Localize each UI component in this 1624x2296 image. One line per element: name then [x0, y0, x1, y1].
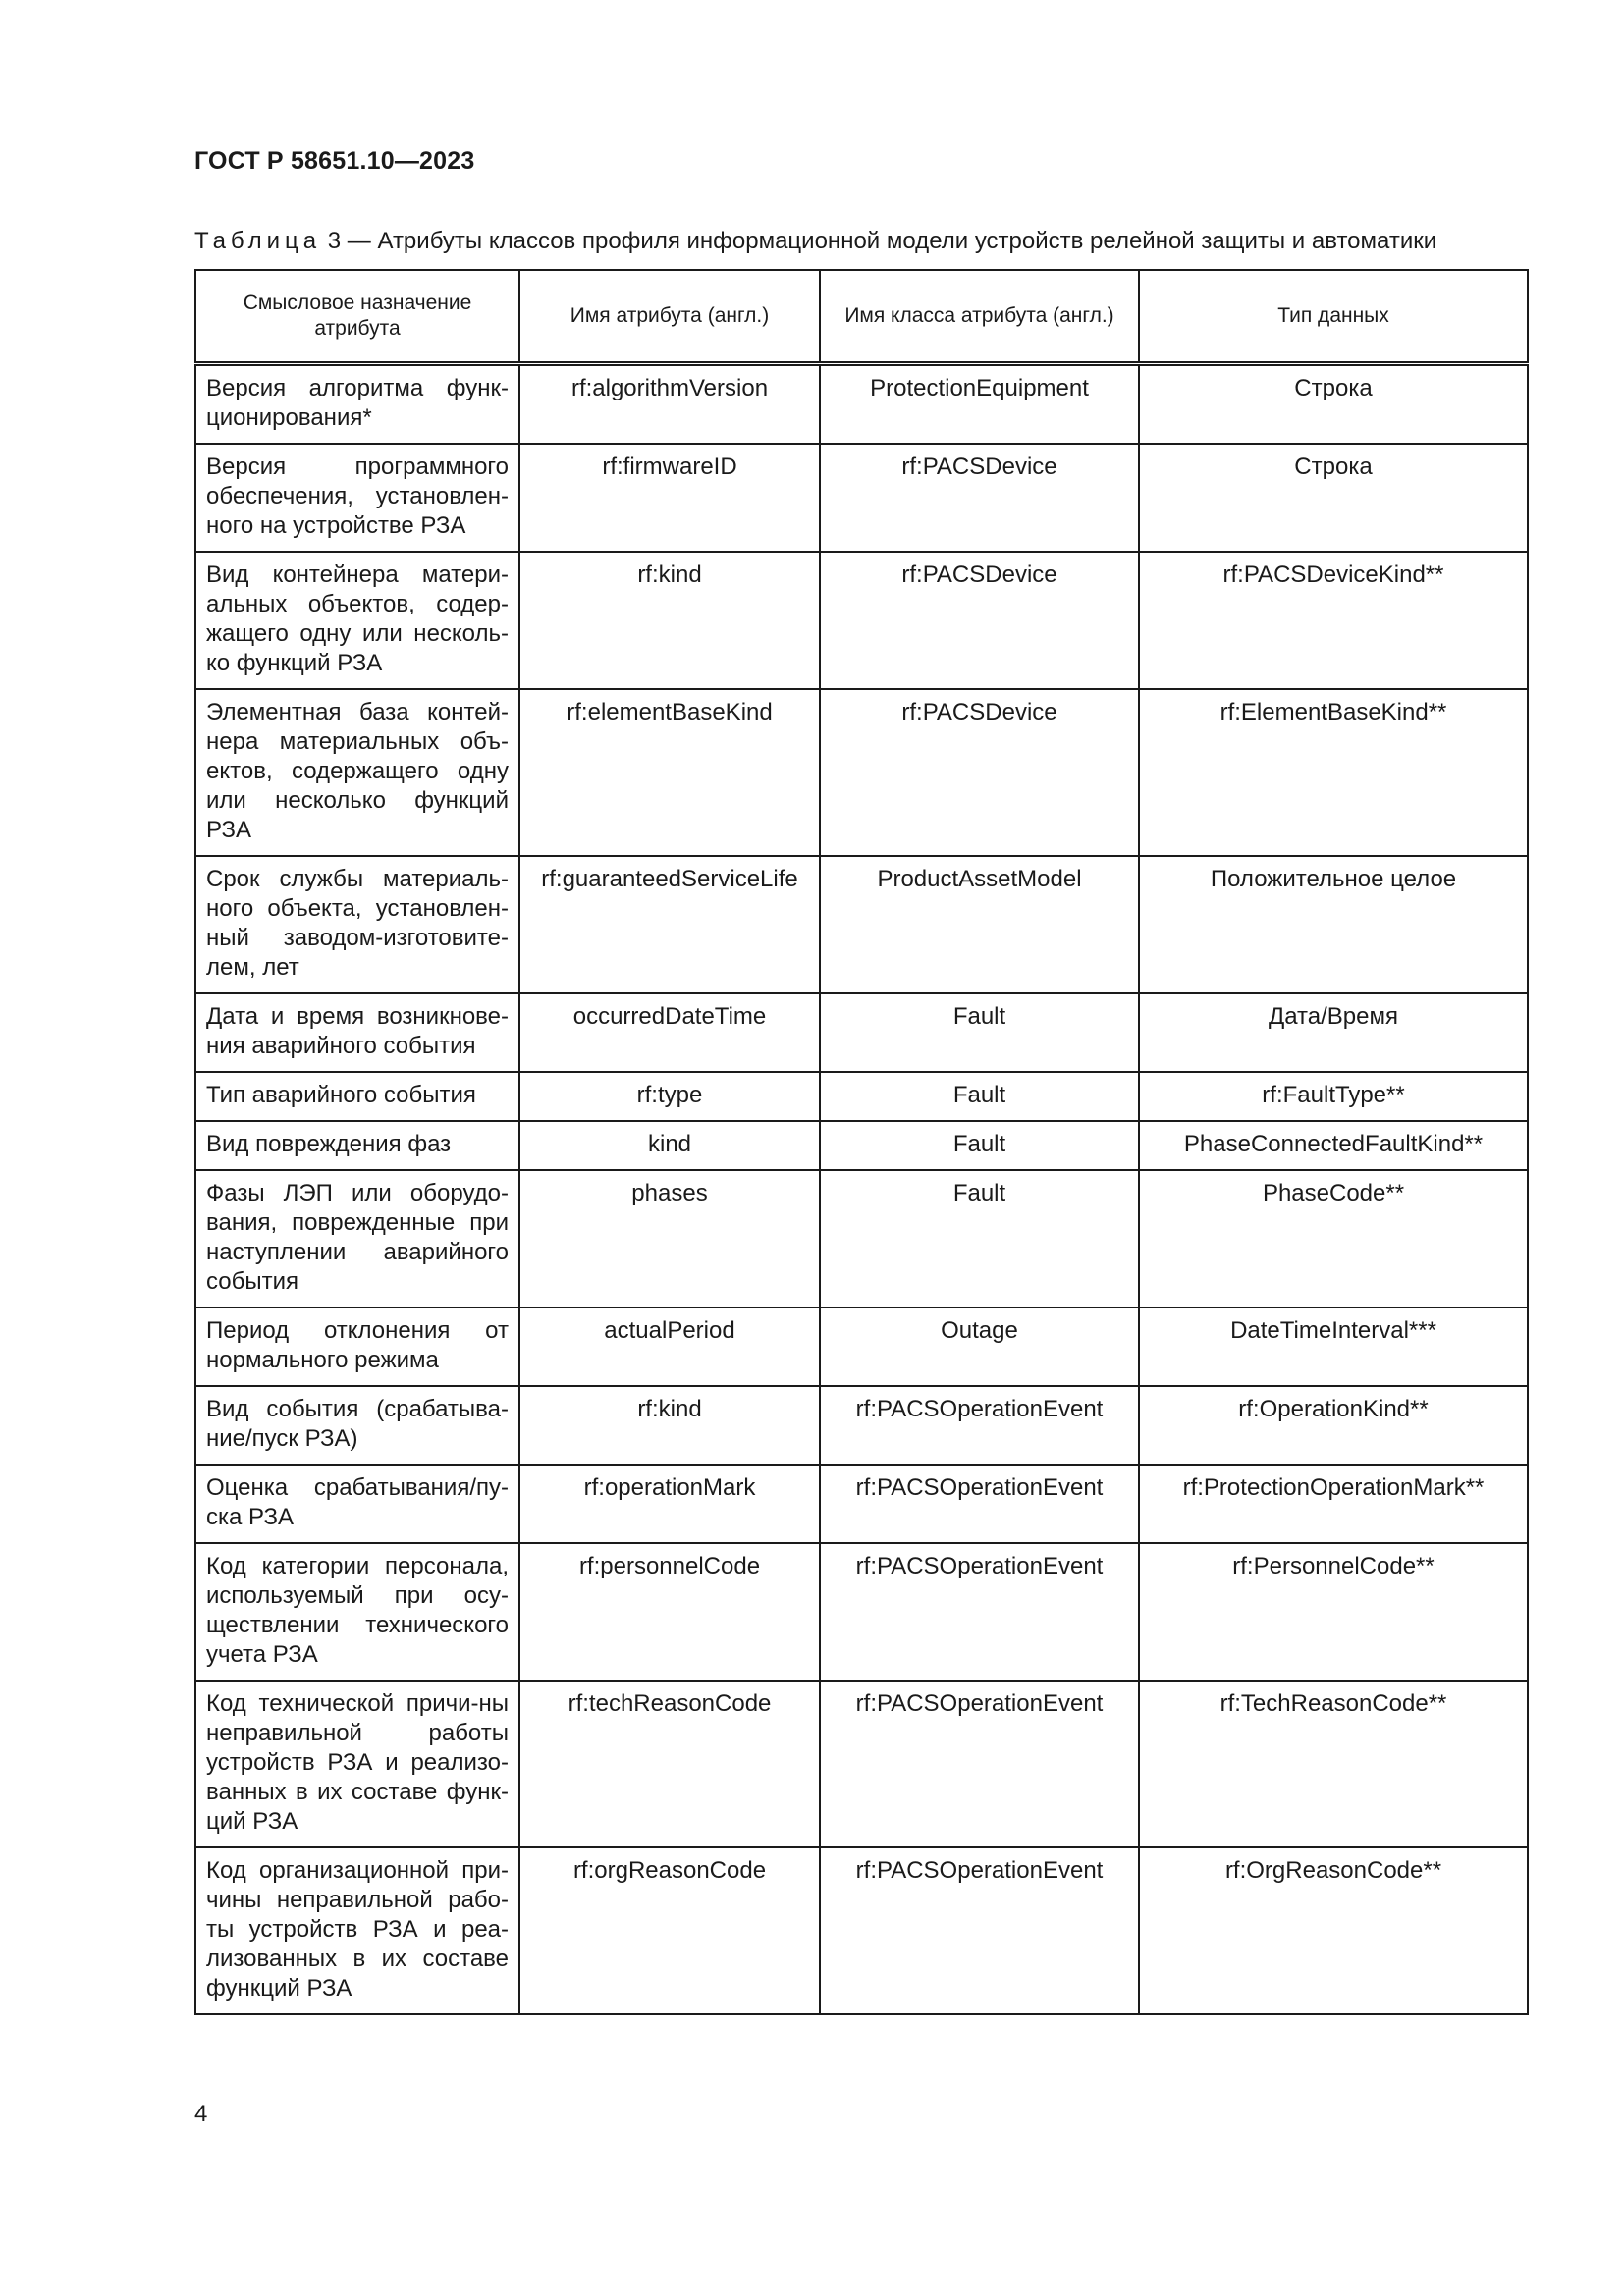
- cell-attribute-name: rf:type: [519, 1072, 820, 1121]
- cell-class-name: rf:PACSDevice: [820, 552, 1139, 689]
- cell-data-type: rf:ProtectionOperationMark**: [1139, 1465, 1528, 1543]
- header-cell-meaning: Смысловое назначение атрибута: [195, 270, 519, 364]
- table-row: [195, 1681, 1528, 1847]
- table-row: [195, 444, 1528, 552]
- cell-data-type: Строка: [1139, 444, 1528, 552]
- cell-data-type: Дата/Время: [1139, 993, 1528, 1072]
- cell-attribute-name: rf:personnelCode: [519, 1543, 820, 1681]
- cell-meaning: Вид контейнера матери-альных объектов, содер-жащего одну или несколь-ко функций РЗА: [195, 552, 519, 689]
- cell-meaning: Вид повреждения фаз: [195, 1121, 519, 1170]
- table-row: [195, 364, 1528, 445]
- cell-class-name: rf:PACSOperationEvent: [820, 1465, 1139, 1543]
- table-row: [195, 1386, 1528, 1465]
- cell-attribute-name: rf:firmwareID: [519, 444, 820, 552]
- header-cell-attribute-name: Имя атрибута (англ.): [519, 270, 820, 364]
- table-row: [195, 1121, 1528, 1170]
- table-row: [195, 1308, 1528, 1386]
- table-row: [195, 1847, 1528, 2014]
- cell-data-type: rf:ElementBaseKind**: [1139, 689, 1528, 856]
- cell-class-name: rf:PACSOperationEvent: [820, 1681, 1139, 1847]
- table-caption-label: Таблица: [194, 228, 322, 254]
- cell-class-name: rf:PACSOperationEvent: [820, 1543, 1139, 1681]
- table-row: [195, 1543, 1528, 1681]
- table-row: [195, 1072, 1528, 1121]
- table-caption-text: 3 — Атрибуты классов профиля информационной модели устройств релейной защиты и автоматики: [321, 228, 1437, 254]
- cell-meaning: Дата и время возникнове-ния аварийного события: [195, 993, 519, 1072]
- cell-meaning: Код организационной при-чины неправильной рабо-ты устройств РЗА и реа-лизованных в их составе функций РЗА: [195, 1847, 519, 2014]
- cell-attribute-name: rf:kind: [519, 552, 820, 689]
- cell-class-name: rf:PACSOperationEvent: [820, 1847, 1139, 2014]
- cell-meaning: Тип аварийного события: [195, 1072, 519, 1121]
- cell-class-name: Fault: [820, 1072, 1139, 1121]
- cell-attribute-name: rf:guaranteedServiceLife: [519, 856, 820, 993]
- cell-attribute-name: rf:operationMark: [519, 1465, 820, 1543]
- cell-class-name: Fault: [820, 1170, 1139, 1308]
- cell-class-name: Fault: [820, 993, 1139, 1072]
- cell-class-name: rf:PACSDevice: [820, 444, 1139, 552]
- cell-attribute-name: actualPeriod: [519, 1308, 820, 1386]
- cell-data-type: PhaseCode**: [1139, 1170, 1528, 1308]
- cell-attribute-name: rf:kind: [519, 1386, 820, 1465]
- cell-class-name: rf:PACSDevice: [820, 689, 1139, 856]
- cell-meaning: Период отклонения от нормального режима: [195, 1308, 519, 1386]
- cell-attribute-name: kind: [519, 1121, 820, 1170]
- cell-attribute-name: phases: [519, 1170, 820, 1308]
- cell-meaning: Вид события (срабатыва-ние/пуск РЗА): [195, 1386, 519, 1465]
- cell-meaning: Код категории персонала, используемый при осу-ществлении технического учета РЗА: [195, 1543, 519, 1681]
- table-row: [195, 1465, 1528, 1543]
- table-body: [195, 364, 1528, 2015]
- cell-data-type: DateTimeInterval***: [1139, 1308, 1528, 1386]
- cell-attribute-name: rf:orgReasonCode: [519, 1847, 820, 2014]
- cell-attribute-name: rf:algorithmVersion: [519, 364, 820, 445]
- document-header: ГОСТ Р 58651.10—2023: [194, 147, 475, 175]
- cell-meaning: Фазы ЛЭП или оборудо-вания, поврежденные при наступлении аварийного события: [195, 1170, 519, 1308]
- table-header-row: [195, 270, 1528, 364]
- table-caption: [194, 228, 1436, 255]
- table-row: [195, 552, 1528, 689]
- cell-data-type: Положительное целое: [1139, 856, 1528, 993]
- cell-meaning: Оценка срабатывания/пу-ска РЗА: [195, 1465, 519, 1543]
- cell-class-name: Outage: [820, 1308, 1139, 1386]
- cell-class-name: Fault: [820, 1121, 1139, 1170]
- header-cell-class-name: Имя класса атрибута (англ.): [820, 270, 1139, 364]
- cell-data-type: rf:TechReasonCode**: [1139, 1681, 1528, 1847]
- table-row: [195, 689, 1528, 856]
- table-row: [195, 1170, 1528, 1308]
- cell-class-name: ProductAssetModel: [820, 856, 1139, 993]
- table-row: [195, 856, 1528, 993]
- cell-meaning: Версия алгоритма функ-ционирования*: [195, 364, 519, 445]
- cell-attribute-name: rf:techReasonCode: [519, 1681, 820, 1847]
- page-number: 4: [194, 2101, 208, 2127]
- header-cell-data-type: Тип данных: [1139, 270, 1528, 364]
- attributes-table: [194, 269, 1529, 2015]
- cell-data-type: PhaseConnectedFaultKind**: [1139, 1121, 1528, 1170]
- cell-class-name: rf:PACSOperationEvent: [820, 1386, 1139, 1465]
- cell-data-type: rf:OperationKind**: [1139, 1386, 1528, 1465]
- cell-meaning: Код технической причи-ны неправильной работы устройств РЗА и реализо-ванных в их составе функ-ций РЗА: [195, 1681, 519, 1847]
- cell-data-type: Строка: [1139, 364, 1528, 445]
- cell-data-type: rf:PersonnelCode**: [1139, 1543, 1528, 1681]
- cell-attribute-name: rf:elementBaseKind: [519, 689, 820, 856]
- cell-meaning: Элементная база контей-нера материальных объ-ектов, содержащего одну или несколько функций РЗА: [195, 689, 519, 856]
- cell-data-type: rf:FaultType**: [1139, 1072, 1528, 1121]
- cell-attribute-name: occurredDateTime: [519, 993, 820, 1072]
- cell-class-name: ProtectionEquipment: [820, 364, 1139, 445]
- table-row: [195, 993, 1528, 1072]
- cell-meaning: Версия программного обеспечения, установлен-ного на устройстве РЗА: [195, 444, 519, 552]
- cell-data-type: rf:OrgReasonCode**: [1139, 1847, 1528, 2014]
- cell-meaning: Срок службы материаль-ного объекта, установлен-ный заводом-изготовите-лем, лет: [195, 856, 519, 993]
- cell-data-type: rf:PACSDeviceKind**: [1139, 552, 1528, 689]
